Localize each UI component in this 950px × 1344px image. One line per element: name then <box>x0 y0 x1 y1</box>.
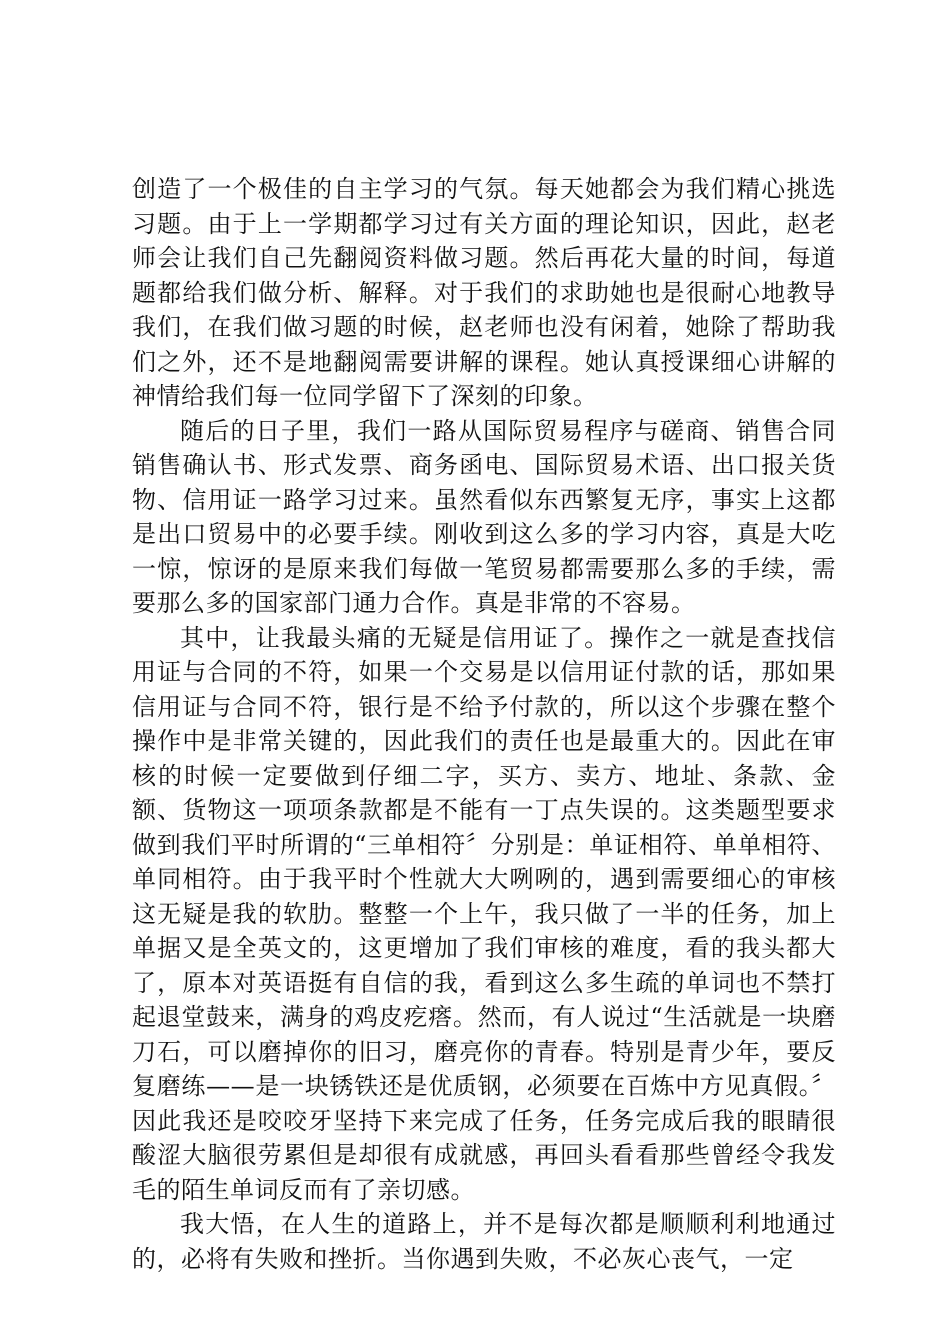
paragraph-continued: 创造了一个极佳的自主学习的气氛。每天她都会为我们精心挑选习题。由于上一学期都学习过有关方面的理论知识，因此，赵老师会让我们自己先翻阅资料做习题。然后再花大量的时间，每道题都给我们做分析、解释。对于我们的求助她也是很耐心地教导我们，在我们做习题的时候，赵老师也没有闲着，她除了帮助我们之外，还不是地翻阅需要讲解的课程。她认真授课细心讲解的神情给我们每一位同学留下了深刻的印象。 <box>132 175 836 410</box>
paragraph-realization: 我大悟，在人生的道路上，并不是每次都是顺顺利利地通过的，必将有失败和挫折。当你遇到失败，不必灰心丧气，一定 <box>132 1210 836 1273</box>
body-text <box>132 172 836 1276</box>
paragraph-letter-of-credit: 其中，让我最头痛的无疑是信用证了。操作之一就是查找信用证与合同的不符，如果一个交易是以信用证付款的话，那如果信用证与合同不符，银行是不给予付款的，所以这个步骤在整个操作中是非常关键的，因此我们的责任也是最重大的。因此在审核的时候一定要做到仔细二字，买方、卖方、地址、条款、金额、货物这一项项条款都是不能有一丁点失误的。这类题型要求做到我们平时所谓的“三单相符〞分别是：单证相符、单单相符、单同相符。由于我平时个性就大大咧咧的，遇到需要细心的审核这无疑是我的软肋。整整一个上午，我只做了一半的任务，加上单据又是全英文的，这更增加了我们审核的难度，看的我头都大了，原本对英语挺有自信的我，看到这么多生疏的单词也不禁打起退堂鼓来，满身的鸡皮疙瘩。然而，有人说过“生活就是一块磨刀石，可以磨掉你的旧习，磨亮你的青春。特别是青少年，要反复磨练——是一块锈铁还是优质钢，必须要在百炼中方见真假。〞因此我还是咬咬牙坚持下来完成了任务，任务完成后我的眼睛很酸涩大脑很劳累但是却很有成就感，再回头看看那些曾经令我发毛的陌生单词反而有了亲切感。 <box>132 623 836 1204</box>
paragraph-trade-procedures: 随后的日子里，我们一路从国际贸易程序与磋商、销售合同销售确认书、形式发票、商务函电、国际贸易术语、出口报关货物、信用证一路学习过来。虽然看似东西繁复无序，事实上这都是出口贸易中的必要手续。刚收到这么多的学习内容，真是大吃一惊，惊讶的是原来我们每做一笔贸易都需要那么多的手续，需要那么多的国家部门通力合作。真是非常的不容易。 <box>132 416 836 617</box>
